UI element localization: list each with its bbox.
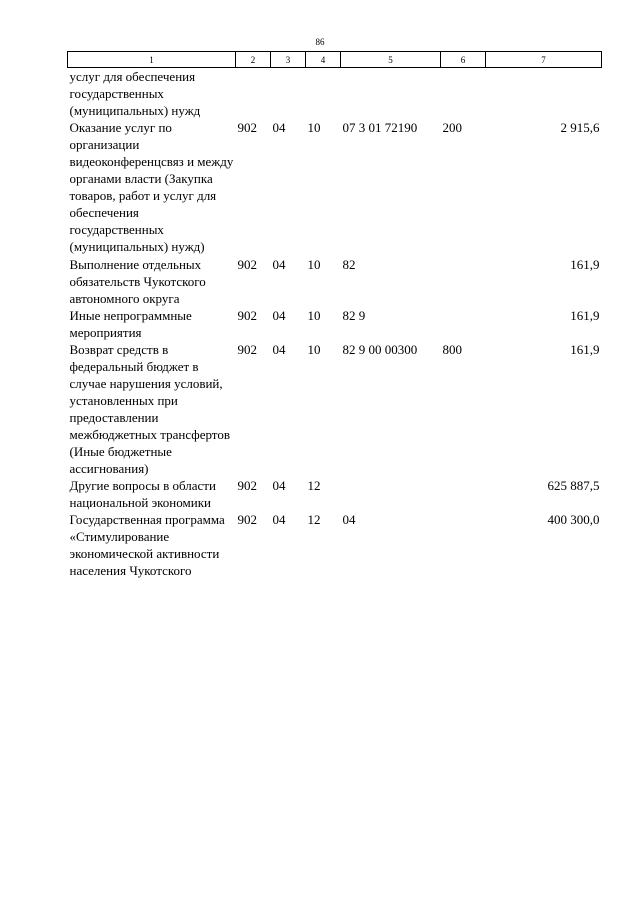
row-expense-type [441, 511, 486, 579]
table-header-row [68, 52, 602, 68]
row-name: Другие вопросы в области национальной экономики [69, 478, 216, 511]
row-amount: 161,9 [570, 256, 600, 272]
row-subsection: 10 [307, 256, 321, 272]
row-subsection: 12 [307, 512, 321, 528]
column-header-5: 5 [341, 52, 441, 68]
table-row [68, 119, 602, 255]
row-target: 04 [342, 512, 356, 528]
row-amount: 161,9 [570, 341, 600, 357]
row-name: Возврат средств в федеральный бюджет в случае нарушения условий, установленных при предоставлении межбюджетных трансфертов (Иные бюджетные ассигнования) [69, 341, 230, 477]
row-subsection: 10 [307, 120, 321, 136]
row-ministry: 902 [237, 512, 257, 528]
row-expense-type [441, 256, 486, 307]
row-subsection: 12 [307, 478, 321, 494]
row-section: 04 [272, 307, 286, 323]
row-ministry: 902 [237, 307, 257, 323]
row-name: Оказание услуг по организации видеоконференцсвяз и между органами власти (Закупка товаров, работ и услуг для обеспечения государственных (муниципальных) нужд) [69, 120, 234, 255]
table-row [68, 477, 602, 511]
column-header-2: 2 [236, 52, 271, 68]
column-header-1: 1 [68, 52, 236, 68]
row-amount [486, 68, 602, 120]
column-header-3: 3 [271, 52, 306, 68]
row-expense-type: 800 [442, 341, 462, 357]
row-amount: 625 887,5 [547, 478, 600, 494]
table-row [68, 511, 602, 579]
row-name: Государственная программа «Стимулирование экономической активности населения Чукотского [69, 512, 225, 579]
row-section [271, 68, 306, 120]
page-number: 86 [315, 37, 325, 47]
row-expense-type [441, 68, 486, 120]
row-target: 82 9 00 00300 [342, 341, 418, 357]
budget-table [67, 51, 602, 579]
row-expense-type [441, 307, 486, 341]
table-row [68, 341, 602, 477]
row-section: 04 [272, 478, 286, 494]
row-target [341, 68, 441, 120]
column-header-6: 6 [441, 52, 486, 68]
row-subsection: 10 [307, 341, 321, 357]
row-section: 04 [272, 256, 286, 272]
row-amount: 161,9 [570, 307, 600, 323]
row-section: 04 [272, 341, 286, 357]
row-expense-type [441, 477, 486, 511]
row-ministry: 902 [237, 341, 257, 357]
row-ministry: 902 [237, 120, 257, 136]
row-target [341, 477, 441, 511]
row-target: 82 9 [342, 307, 366, 323]
row-section: 04 [272, 512, 286, 528]
row-amount: 2 915,6 [560, 120, 600, 136]
row-expense-type: 200 [442, 120, 462, 136]
column-header-4: 4 [306, 52, 341, 68]
column-header-7: 7 [486, 52, 602, 68]
table-row [68, 307, 602, 341]
row-section: 04 [272, 120, 286, 136]
row-subsection: 10 [307, 307, 321, 323]
row-target: 82 [342, 256, 356, 272]
row-ministry [236, 68, 271, 120]
row-target: 07 3 01 72190 [342, 120, 418, 136]
table-row [68, 256, 602, 307]
table-row [68, 68, 602, 120]
row-name: Выполнение отдельных обязательств Чукотского автономного округа [69, 256, 206, 306]
row-name: Иные непрограммные мероприятия [69, 307, 192, 340]
row-name: услуг для обеспечения государственных (муниципальных) нужд [69, 69, 201, 119]
row-ministry: 902 [237, 256, 257, 272]
row-amount: 400 300,0 [547, 512, 600, 528]
row-ministry: 902 [237, 478, 257, 494]
row-subsection [306, 68, 341, 120]
